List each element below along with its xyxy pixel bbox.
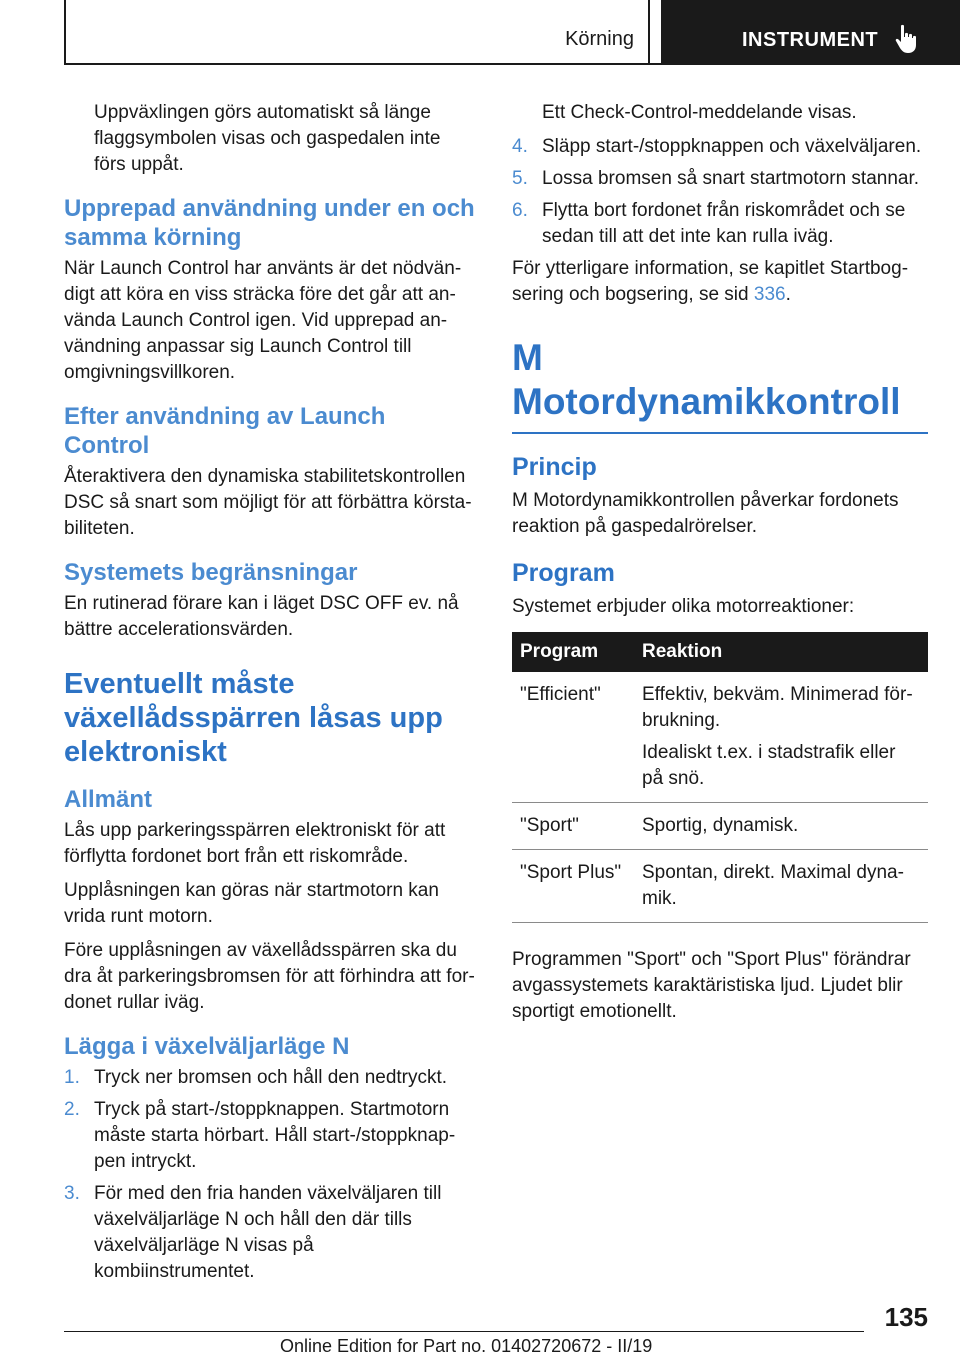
general-paragraph-1: Lås upp parkeringsspärren elektroniskt för att förflytta fordonet bort från ett riskområde. [64,820,446,867]
pointing-hand-icon [895,24,921,54]
footer-rule [64,1331,864,1332]
system-limits-paragraph: En rutinerad förare kan i läget DSC OFF ev. nå bättre accelerationsvärden. [64,593,459,640]
heading-principle: Princip [512,453,597,481]
step-number: 6. [512,200,528,221]
heading-repeated-use: Upprepad användning under en och samma körning [64,195,475,251]
more-info-end: . [785,284,791,305]
step-continuation: Ett Check-Control-meddelande visas. [542,102,857,123]
more-info-paragraph [512,256,928,308]
cell-program: "Sport" [512,803,634,850]
repeated-use-paragraph: När Launch Control har använts är det nödvändigt att köra en viss sträcka före det går att använda Launch Control igen. Vid upprepad användning anpassar sig Launch Control till omgivningsvillkoren. [64,258,462,383]
list-item [64,1065,476,1091]
column-header-program: Program [512,632,634,672]
intro-paragraph: Uppväxlingen görs automatiskt så länge flaggsymbolen visas och gaspedalen inte förs uppåt. [94,102,441,175]
left-column [64,100,476,1291]
page-reference-link[interactable]: 336 [753,284,786,305]
after-use-paragraph: Återaktivera den dynamiska stabilitetskontrollen DSC så snart som möjligt för att förbättra körstabiliteten. [64,466,472,539]
step-number: 2. [64,1099,80,1120]
footer-edition: Online Edition for Part no. 01402720672 - II/19 [280,1336,653,1356]
program-paragraph: Systemet erbjuder olika motorreaktioner: [512,596,855,617]
cell-program: "Sport Plus" [512,850,634,923]
list-item [64,1097,476,1175]
cell-reaction [634,672,928,803]
table-row [512,803,928,850]
cell-reaction: Spontan, direkt. Maximal dynamik. [634,850,928,923]
cell-program: "Efficient" [512,672,634,803]
header-section-title: Körning [565,28,634,50]
more-info-text: För ytterligare information, se kapitlet Startbogsering och bogsering, se sid [512,258,909,305]
list-item [512,166,928,192]
principle-paragraph: M Motordynamikkontrollen påverkar fordonets reaktion på gaspedalrörelser. [512,490,899,537]
step-text: För med den fria handen växelväljaren till växelväljarläge N och håll den där tills växelväljarläge N visas på kombiinstrumentet. [94,1183,442,1282]
step-number: 5. [512,168,528,189]
program-sound-paragraph: Programmen "Sport" och "Sport Plus" förändrar avgassystemets karaktäristiska ljud. Ljudet blir sportigt emotionellt. [512,949,911,1022]
list-item [64,1181,476,1285]
heading-select-n: Lägga i växelväljarläge N [64,1033,350,1060]
page-number: 135 [884,1302,928,1332]
step-number: 4. [512,136,528,157]
step-text: Lossa bromsen så snart startmotorn stannar. [542,168,920,189]
steps-list-right [512,134,928,250]
general-paragraph-3: Före upplåsningen av växellådsspärren ska du dra åt parkeringsbromsen för att förhindra att fordonet rullar iväg. [64,940,475,1013]
table-header-row [512,632,928,672]
list-item [512,134,928,160]
table-row [512,672,928,803]
list-item [512,198,928,250]
step-text: Tryck ner bromsen och håll den nedtryckt. [94,1067,448,1088]
step-number: 1. [64,1067,80,1088]
header-section-box [64,0,650,65]
chapter-tab-label: INSTRUMENT [742,29,879,51]
table-row [512,850,928,923]
chapter-heading: M Motordynamikkontroll [512,336,928,434]
column-header-reaction: Reaktion [634,632,928,672]
heading-after-use: Efter användning av Launch Control [64,403,386,459]
heading-unlock-gear-lock: Eventuellt måste växellådsspärren låsas upp elektroniskt [64,668,443,768]
step-text: Släpp start-/stoppknappen och växelväljaren. [542,136,922,157]
reaction-text: Effektiv, bekväm. Minimerad förbrukning. [642,684,913,731]
program-table [512,632,928,923]
heading-program: Program [512,559,615,587]
right-column [512,100,928,1033]
general-paragraph-2: Upplåsningen kan göras när startmotorn kan vrida runt motorn. [64,880,439,927]
cell-reaction: Sportig, dynamisk. [634,803,928,850]
step-text: Tryck på start-/stoppknappen. Startmotorn måste starta hörbart. Håll start-/stoppknappen intryckt. [94,1099,456,1172]
heading-general: Allmänt [64,786,153,813]
steps-list-left [64,1065,476,1285]
heading-system-limits: Systemets begränsningar [64,559,358,586]
step-text: Flytta bort fordonet från riskområdet och se sedan till att det inte kan rulla iväg. [542,200,906,247]
step-number: 3. [64,1183,80,1204]
chapter-tab[interactable] [661,0,960,65]
reaction-note: Idealiskt t.ex. i stadstrafik eller på snö. [642,742,896,789]
